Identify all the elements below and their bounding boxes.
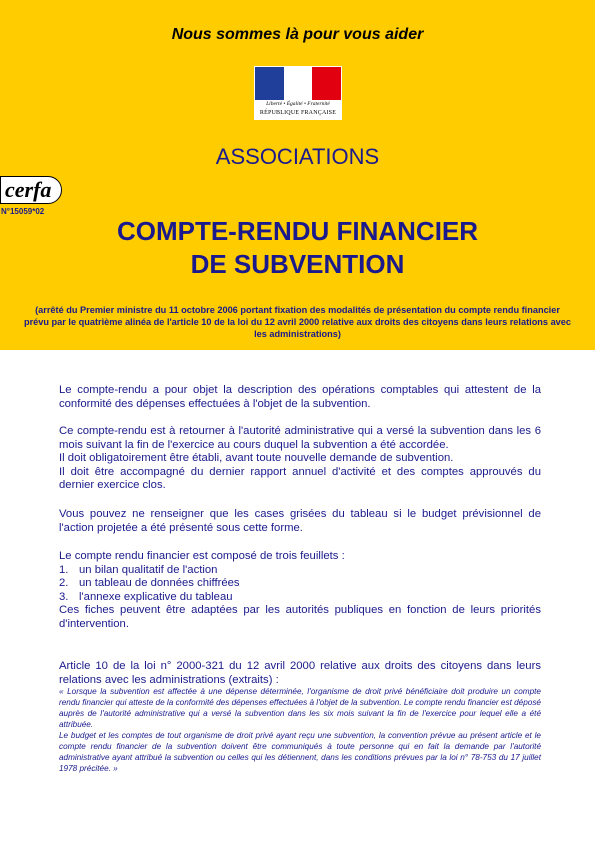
header-banner bbox=[0, 0, 595, 350]
paragraph-article-10 bbox=[59, 660, 541, 687]
paragraph-text: Le compte rendu financier est composé de trois feuillets : bbox=[59, 550, 345, 562]
law-quote bbox=[59, 686, 541, 774]
tagline: Nous sommes là pour vous aider bbox=[171, 26, 424, 43]
title-line-2: DE SUBVENTION bbox=[190, 249, 405, 279]
marianne-flag-icon bbox=[255, 67, 341, 100]
list-item bbox=[59, 564, 541, 578]
section-title: ASSOCIATIONS bbox=[215, 144, 380, 169]
logo-republic: RÉPUBLIQUE FRANÇAISE bbox=[259, 110, 337, 116]
republique-francaise-logo bbox=[254, 66, 342, 120]
list-item bbox=[59, 591, 541, 605]
decree-reference: (arrêté du Premier ministre du 11 octobre 2006 portant fixation des modalités de présentation du compte rendu financier prévu par le quatrième alinéa de l'article 10 de la loi du 12 avril 2000 relative aux droits des citoyens dans leurs relations avec les administrations) bbox=[23, 305, 572, 339]
paragraph-text: Il doit être accompagné du dernier rapport annuel d'activité et des comptes approuvés du dernier exercice clos. bbox=[59, 465, 541, 492]
cerfa-number: N°15059*02 bbox=[1, 207, 45, 216]
list-number: 1. bbox=[59, 563, 69, 576]
list-number: 3. bbox=[59, 590, 69, 603]
logo-motto: Liberté • Égalité • Fraternité bbox=[266, 101, 330, 107]
quote-text: « Lorsque la subvention est affectée à une dépense déterminée, l'organisme de droit privé bénéficiaire doit produire un compte rendu financier qui atteste de la conformité des dépenses effectuées à l'objet de la subvention. Le compte rendu financier est déposé auprès de l'autorité administrative qui a versé la subvention dans les six mois suivant la fin de l'exercice pour lequel elle a été attribuée. bbox=[59, 687, 541, 729]
cerfa-logo: cerfa bbox=[0, 176, 62, 204]
title-line-1: COMPTE-RENDU FINANCIER bbox=[116, 216, 479, 246]
paragraph-text: Vous pouvez ne renseigner que les cases grisées du tableau si le budget prévisionnel de l'action projetée a été présenté sous cette forme. bbox=[59, 508, 541, 534]
paragraph-text: Ce compte-rendu est à retourner à l'autorité administrative qui a versé la subvention dans les 6 mois suivant la fin de l'exercice au cours duquel la subvention a été accordée. bbox=[59, 425, 541, 451]
paragraph-text: Le compte-rendu a pour objet la description des opérations comptables qui attestent de la conformité des dépenses effectuées à l'objet de la subvention. bbox=[59, 384, 541, 410]
paragraph-purpose bbox=[59, 384, 541, 411]
list-text: l'annexe explicative du tableau bbox=[79, 590, 233, 603]
quote-text: Le budget et les comptes de tout organisme de droit privé ayant reçu une subvention, la convention prévue au présent article et le compte rendu financier de la subvention doivent être communiqués à toute personne qui en fait la demande par l'autorité administrative ayant attribué la subvention ou celles qui les détiennent, dans les conditions prévues par la loi n° 78-753 du 17 juillet 1978 précitée. » bbox=[59, 731, 541, 773]
list-number: 2. bbox=[59, 577, 69, 590]
paragraph-sheets bbox=[59, 550, 541, 632]
list-text: un tableau de données chiffrées bbox=[79, 577, 240, 590]
list-text: un bilan qualitatif de l'action bbox=[79, 563, 218, 576]
paragraph-text: Il doit obligatoirement être établi, avant toute nouvelle demande de subvention. bbox=[59, 452, 454, 465]
paragraph-grey-cells bbox=[59, 508, 541, 535]
paragraph-text: Ces fiches peuvent être adaptées par les autorités publiques en fonction de leurs priorités d'intervention. bbox=[59, 604, 541, 630]
paragraph-text: Article 10 de la loi n° 2000-321 du 12 avril 2000 relative aux droits des citoyens dans leurs relations avec les administrations (extraits) : bbox=[59, 660, 541, 686]
list-item bbox=[59, 577, 541, 591]
paragraph-return bbox=[59, 425, 541, 493]
document-title bbox=[0, 215, 595, 281]
